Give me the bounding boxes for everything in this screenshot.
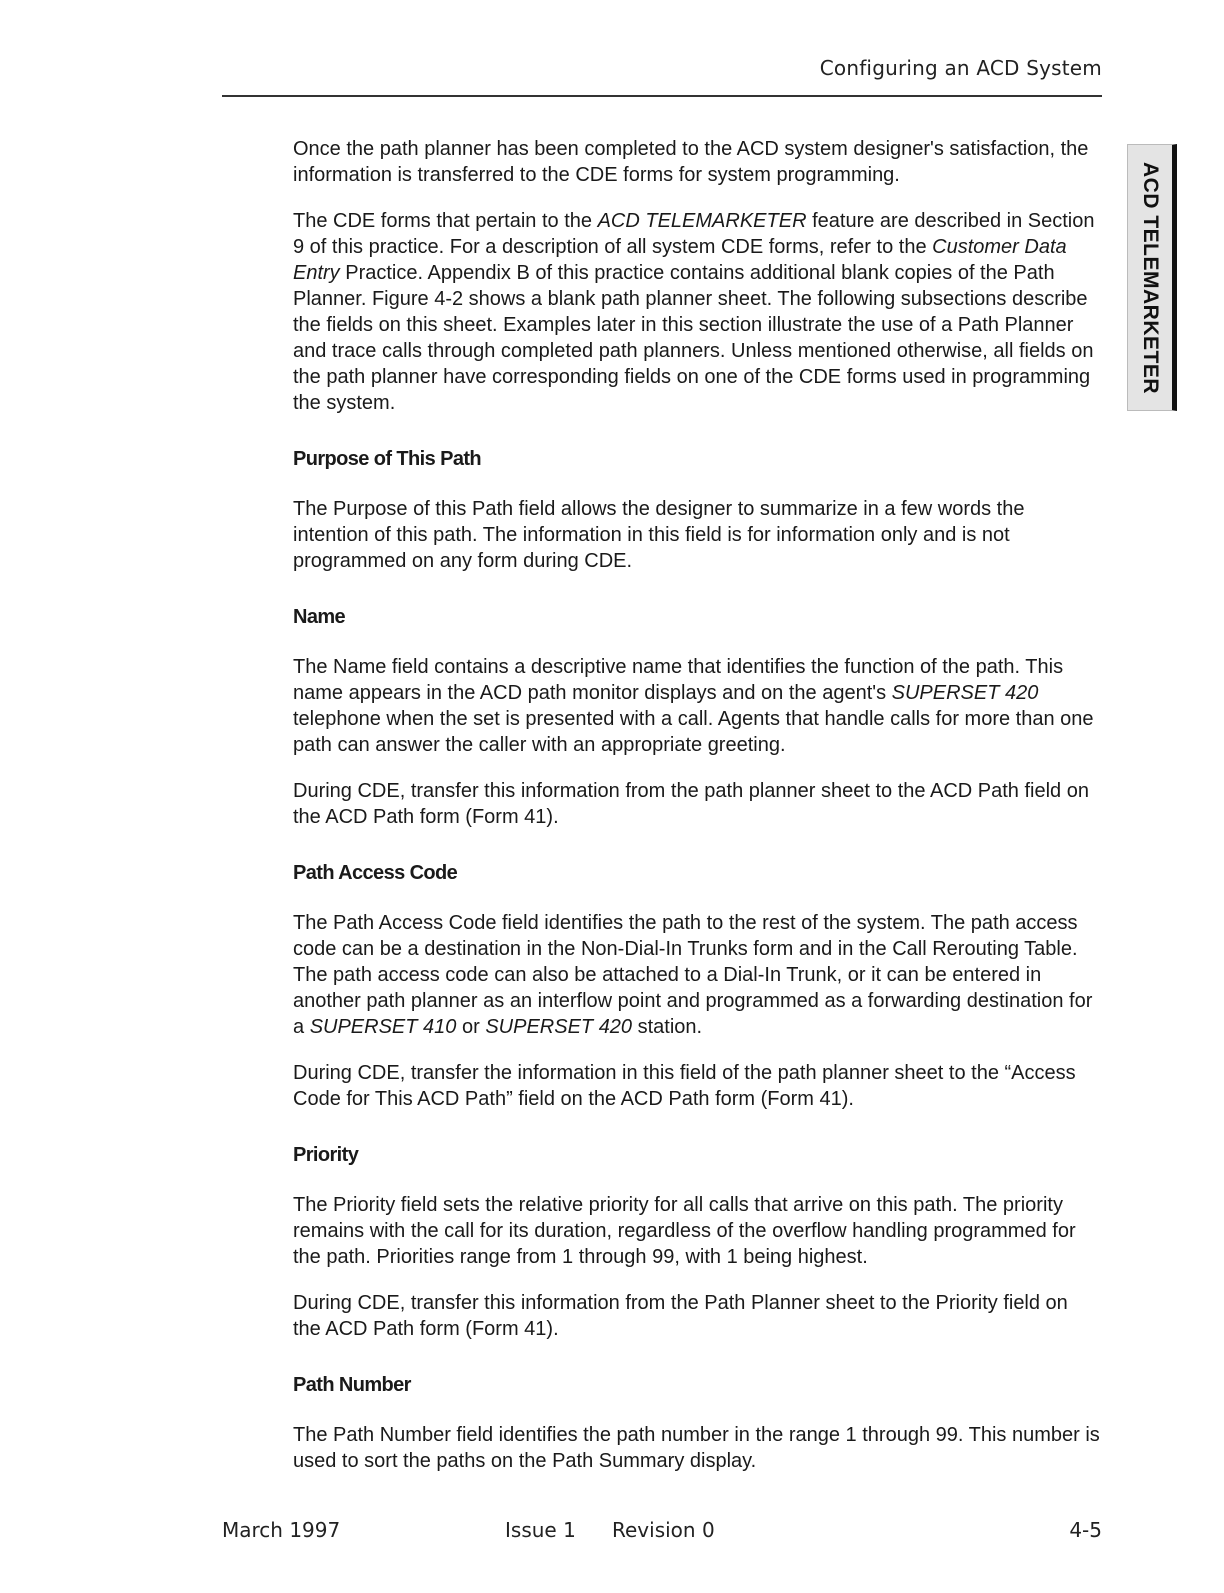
name-paragraph-1: The Name field contains a descriptive name that identifies the function of the path. This name appears in the ACD path monitor displays and on the agent's SUPERSET 420 telephone when the set is presented with a call. Agents that handle calls for more than one path can answer the caller with an appropriate greeting. [293,656,1094,756]
path-access-code-paragraph-1: The Path Access Code field identifies the path to the rest of the system. The path access code can be a destination in the Non-Dial-In Trunks form and in the Call Rerouting Table. The path access code can also be attached to a Dial-In Trunk, or it can be entered in another path planner as an interflow point and programmed as a forwarding destination for a SUPERSET 410 or SUPERSET 420 station. [293,912,1093,1038]
priority-paragraph-2: During CDE, transfer this information from the Path Planner sheet to the Priority field on the ACD Path form (Form 41). [293,1292,1068,1340]
page-body [293,136,1101,1494]
header-divider [222,95,1102,97]
intro-paragraph-1: Once the path planner has been completed to the ACD system designer's satisfaction, the information is transferred to the CDE forms for system programming. [293,138,1089,186]
footer-page-number: 4-5 [1069,1518,1102,1542]
purpose-paragraph: The Purpose of this Path field allows the designer to summarize in a few words the intention of this path. The information in this field is for information only and is not programmed on any form during CDE. [293,498,1025,572]
section-heading-purpose: Purpose of This Path [293,448,482,470]
intro-paragraph-2: The CDE forms that pertain to the ACD TELEMARKETER feature are described in Section 9 of this practice. For a description of all system CDE forms, refer to the Customer Data Entry Practice. Appendix B of this practice contains additional blank copies of the Path Planner. Figure 4-2 shows a blank path planner sheet. The following subsections describe the fields on this sheet. Examples later in this section illustrate the use of a Path Planner and trace calls through completed path planners. Unless mentioned otherwise, all fields on the path planner have corresponding fields on one of the CDE forms used in programming the system. [293,210,1095,414]
section-heading-name: Name [293,606,346,628]
section-heading-priority: Priority [293,1144,359,1166]
path-access-code-paragraph-2: During CDE, transfer the information in this field of the path planner sheet to the “Access Code for This ACD Path” field on the ACD Path form (Form 41). [293,1062,1076,1110]
path-number-paragraph: The Path Number field identifies the path number in the range 1 through 99. This number is used to sort the paths on the Path Summary display. [293,1424,1100,1472]
section-heading-path-access-code: Path Access Code [293,862,458,884]
footer-date: March 1997 [222,1518,341,1542]
name-paragraph-2: During CDE, transfer this information from the path planner sheet to the ACD Path field on the ACD Path form (Form 41). [293,780,1089,828]
footer-issue: Issue 1 [505,1518,576,1542]
page-header-title: Configuring an ACD System [819,56,1102,80]
section-heading-path-number: Path Number [293,1374,411,1396]
footer-revision: Revision 0 [612,1518,715,1542]
priority-paragraph-1: The Priority field sets the relative priority for all calls that arrive on this path. The priority remains with the call for its duration, regardless of the overflow handling programmed for the path. Priorities range from 1 through 99, with 1 being highest. [293,1194,1076,1268]
section-side-tab [1127,144,1177,411]
side-tab-label: ACD TELEMARKETER [1139,161,1162,394]
